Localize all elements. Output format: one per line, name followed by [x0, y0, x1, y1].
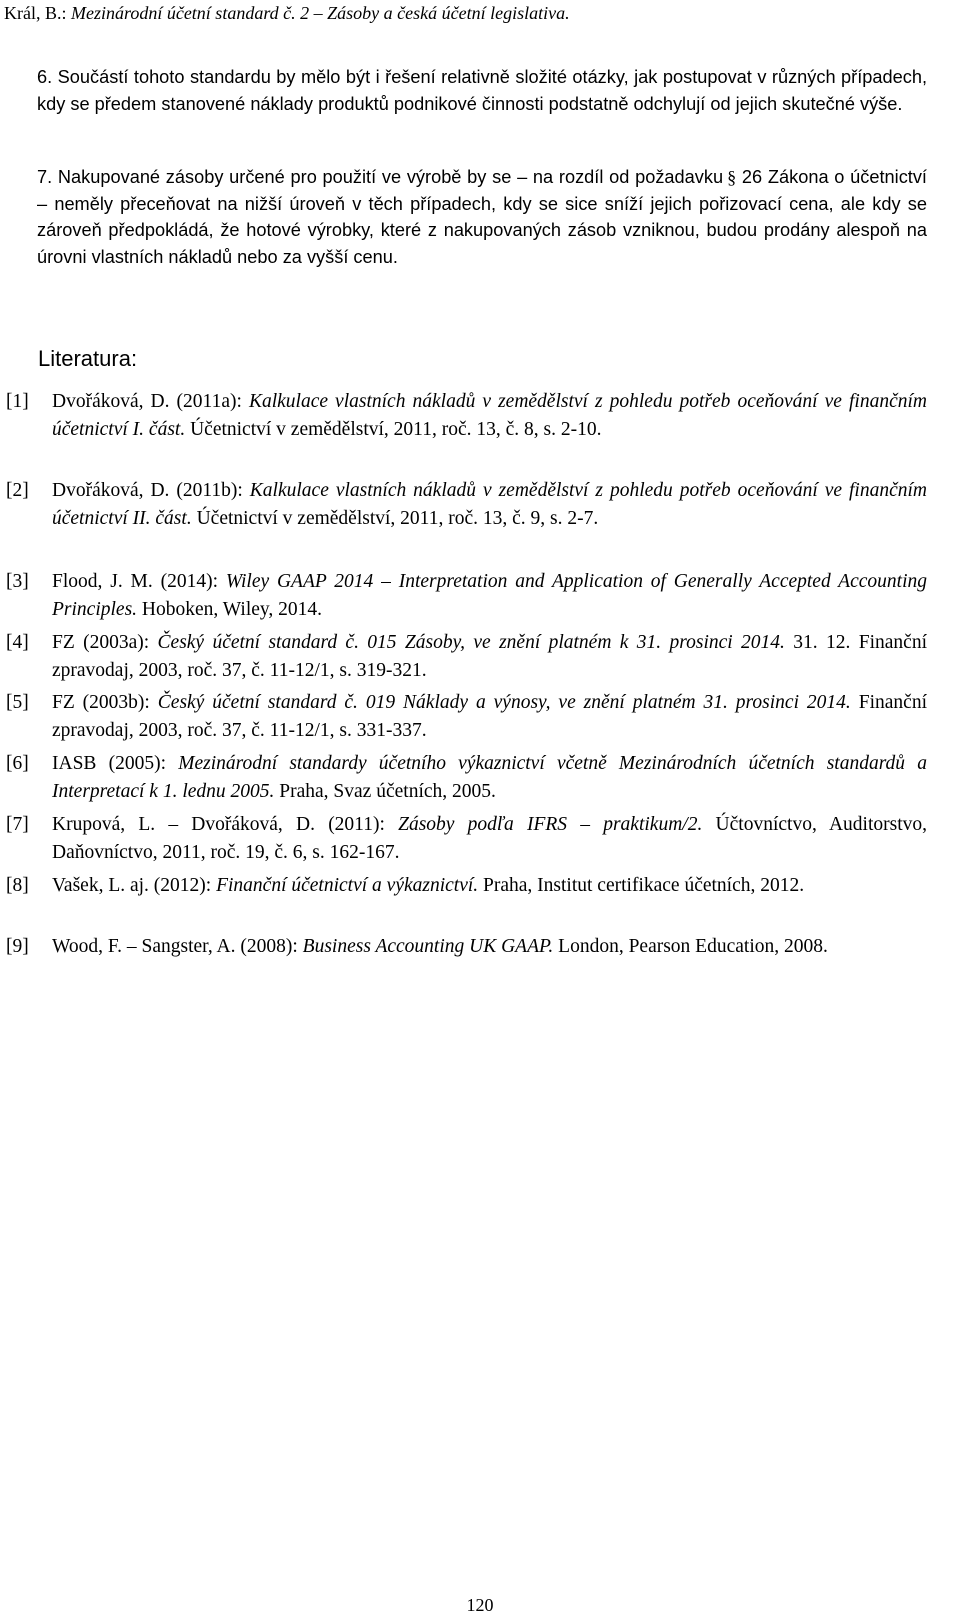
- reference-number: [7]: [6, 814, 29, 835]
- reference-number: [9]: [6, 936, 29, 957]
- paragraph-text: Nakupované zásoby určené pro použití ve výrobě by se – na rozdíl od požadavku: [57, 167, 724, 187]
- reference-title: Kalkulace vlastních nákladů v zemědělství z pohledu potřeb oceňování ve finančním účetnictví I. část.: [52, 391, 927, 440]
- header-author: Král, B.:: [4, 3, 71, 23]
- reference-title: Kalkulace vlastních nákladů v zemědělství z pohledu potřeb oceňování ve finančním účetnictví II. část.: [52, 480, 927, 529]
- reference-text: [52, 388, 927, 443]
- reference-text: [52, 933, 927, 961]
- reference-author: Flood, J. M. (2014):: [52, 571, 226, 592]
- reference-number: [5]: [6, 692, 29, 713]
- reference-text: [52, 689, 927, 744]
- paragraph-7: [37, 164, 927, 270]
- reference-number: [3]: [6, 571, 29, 592]
- reference-author: FZ (2003b):: [52, 692, 158, 713]
- running-header: [4, 2, 570, 24]
- reference-author: Dvořáková, D. (2011a):: [52, 391, 249, 412]
- paragraph-number: 7.: [37, 167, 53, 187]
- reference-title: Finanční účetnictví a výkaznictví.: [216, 875, 479, 896]
- reference-source: Praha, Svaz účetních, 2005.: [274, 780, 496, 802]
- reference-number: [8]: [6, 875, 29, 896]
- reference-number: [6]: [6, 753, 29, 774]
- reference-author: FZ (2003a):: [52, 632, 158, 653]
- reference-author: Krupová, L. – Dvořáková, D. (2011):: [52, 814, 399, 835]
- reference-text: [52, 750, 927, 805]
- reference-text: [52, 477, 927, 532]
- header-title: Mezinárodní účetní standard č. 2 – Zásoby a česká účetní legislativa.: [71, 3, 570, 23]
- reference-number: [2]: [6, 480, 29, 501]
- reference-title: Wiley GAAP 2014 – Interpretation and Application of Generally Accepted Accounting Principles.: [52, 571, 927, 620]
- reference-source: Účtovníctvo, Auditorstvo, Daňovníctvo, 2011, roč. 19, č. 6, s. 162-167.: [52, 814, 927, 863]
- reference-title: Mezinárodní standardy účetního výkaznictví včetně Mezinárodních účetních standardů a Interpretací k 1. lednu 2005.: [52, 753, 927, 802]
- reference-text: [52, 568, 927, 623]
- reference-title: Business Accounting UK GAAP.: [302, 936, 554, 957]
- reference-title: Český účetní standard č. 015 Zásoby, ve znění platném k 31. prosinci 2014.: [157, 632, 785, 653]
- reference-author: IASB (2005):: [52, 753, 179, 774]
- reference-source: Finanční zpravodaj, 2003, roč. 37, č. 11-12/1, s. 331-337.: [52, 692, 927, 741]
- reference-title: Český účetní standard č. 019 Náklady a výnosy, ve znění platném 31. prosinci 2014.: [157, 692, 851, 713]
- reference-source: Hoboken, Wiley, 2014.: [137, 598, 323, 620]
- reference-number: [4]: [6, 632, 29, 653]
- reference-source: Účetnictví v zemědělství, 2011, roč. 13, č. 8, s. 2-10.: [185, 418, 602, 440]
- reference-author: Vašek, L. aj. (2012):: [52, 875, 217, 896]
- reference-text: [52, 872, 927, 900]
- paragraph-text: Součástí tohoto standardu by mělo být i řešení relativně složité otázky, jak postupovat v různých případech, kdy se předem stanovené náklady produktů podnikové činnosti podstatně odchylují od jejich skutečné výše.: [37, 67, 927, 114]
- reference-author: Dvořáková, D. (2011b):: [52, 480, 250, 501]
- page-number: 120: [466, 1595, 494, 1615]
- reference-source: Účetnictví v zemědělství, 2011, roč. 13, č. 9, s. 2-7.: [191, 507, 599, 529]
- reference-title: Zásoby podľa IFRS – praktikum/2.: [398, 814, 703, 835]
- paragraph-number: 6.: [37, 67, 53, 87]
- paragraph-6: [37, 64, 927, 117]
- reference-source: Praha, Institut certifikace účetních, 2012.: [478, 875, 805, 896]
- reference-author: Wood, F. – Sangster, A. (2008):: [52, 936, 303, 957]
- reference-number: [1]: [6, 391, 29, 412]
- section-sign: §: [727, 167, 737, 187]
- literature-heading: Literatura:: [38, 346, 138, 371]
- reference-text: [52, 811, 927, 866]
- paragraph-text-continued: 26 Zákona o účetnictví – neměly přeceňovat na nižší úroveň v těch případech, kdy se sice sníží jejich pořizovací cena, ale kdy se zároveň předpokládá, že hotové výrobky, které z nakupovaných zásob vzniknou, budou prodány alespoň na úrovni vlastních nákladů nebo za vyšší cenu.: [37, 167, 927, 267]
- reference-source: 31. 12. Finanční zpravodaj, 2003, roč. 37, č. 11-12/1, s. 319-321.: [52, 632, 927, 681]
- reference-source: London, Pearson Education, 2008.: [553, 936, 828, 957]
- reference-text: [52, 629, 927, 684]
